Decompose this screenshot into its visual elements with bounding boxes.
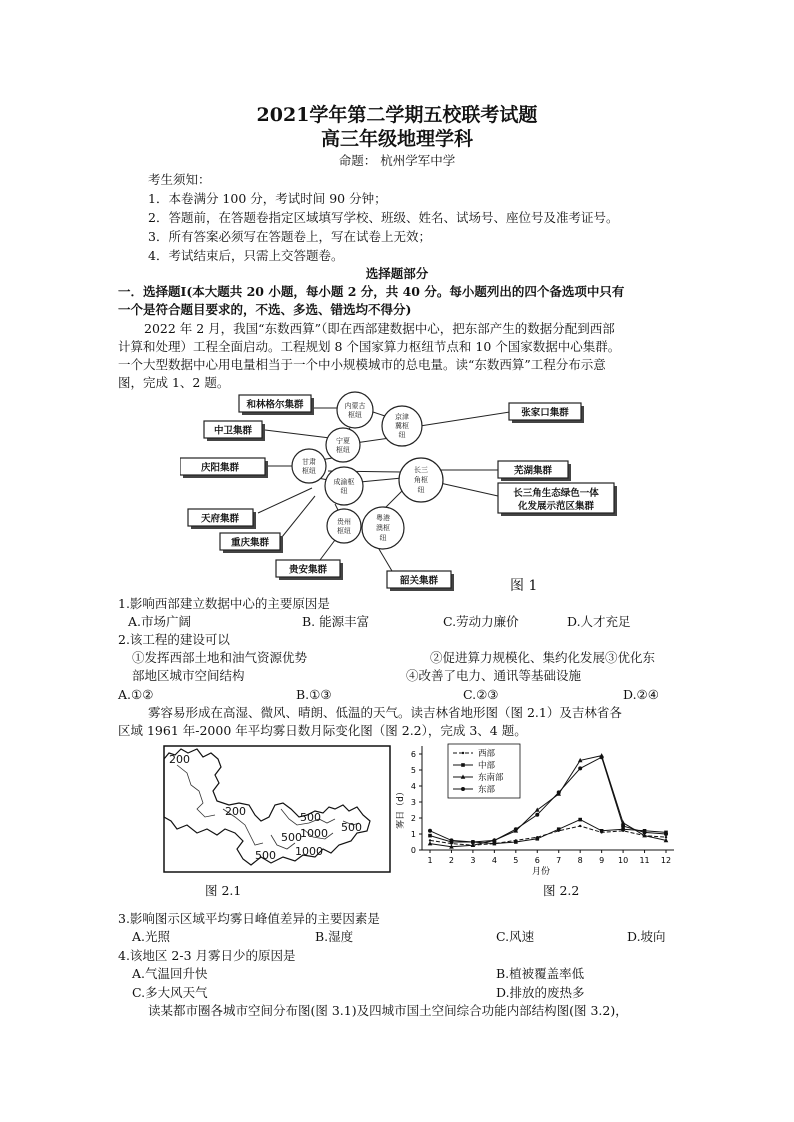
section-heading-cont: 一个是符合题目要求的，不选、多选、错选均不得分) — [118, 302, 412, 317]
data-point — [492, 838, 496, 842]
x-tick-label: 9 — [599, 856, 605, 865]
figure-2-1-map — [163, 745, 391, 873]
question-2-option-d: D.②④ — [623, 687, 659, 702]
cluster-wuhu — [498, 461, 571, 481]
hub-label: 枢纽 — [337, 527, 351, 535]
data-point — [428, 829, 432, 833]
data-point — [643, 830, 647, 834]
question-3-option-c: C.风速 — [496, 929, 535, 944]
hub-label: 宁夏 — [336, 437, 350, 445]
contour-label: 1000 — [300, 827, 328, 840]
data-point — [578, 818, 582, 822]
question-2-item: ④改善了电力、通讯等基础设施 — [406, 668, 582, 683]
intro-paragraph: 计算和处理）工程全面启动。工程规划 8 个国家算力枢纽节点和 10 个国家数据中心集群。 — [118, 339, 621, 354]
figure-1-diagram — [180, 388, 620, 596]
hub-gansu-node — [292, 449, 326, 483]
question-2-option-c: C.②③ — [463, 687, 499, 702]
x-tick-label: 4 — [491, 856, 497, 865]
x-tick-label: 11 — [639, 856, 650, 865]
contour-label: 200 — [225, 805, 246, 818]
hub-label: 贵州 — [337, 518, 351, 526]
figure-2-1-label: 图 2.1 — [205, 883, 242, 898]
question-1-option-d: D.人才充足 — [567, 614, 631, 629]
question-1-stem: 1.影响西部建立数据中心的主要原因是 — [118, 596, 330, 611]
cluster-helingeer — [239, 395, 314, 415]
hub-guizhou-node — [327, 509, 361, 543]
y-tick-label: 5 — [410, 766, 416, 775]
data-point — [449, 838, 453, 842]
x-tick-label: 12 — [660, 856, 672, 865]
data-point — [535, 837, 539, 841]
intro-paragraph: 读某都市圈各城市空间分布图(图 3.1)及四城市国土空间综合功能内部结构图(图 3.2)， — [148, 1003, 628, 1018]
hub-label: 纽 — [340, 487, 348, 495]
x-axis-label: 月份 — [531, 867, 551, 877]
question-2-stem: 2.该工程的建设可以 — [118, 632, 230, 647]
data-point — [514, 827, 518, 831]
svg-text:中卫集群: 中卫集群 — [213, 425, 253, 437]
exam-title: 2021学年第二学期五校联考试题 — [256, 104, 538, 126]
svg-text:天府集群: 天府集群 — [200, 513, 240, 525]
hub-label: 内蒙古 — [344, 402, 366, 410]
data-point — [535, 813, 539, 817]
cluster-zhongwei — [204, 421, 265, 441]
data-point — [557, 790, 561, 794]
question-4-option-d: D.排放的废热多 — [496, 985, 585, 1000]
cluster-tianfu — [188, 509, 256, 529]
part-title: 选择题部分 — [365, 266, 429, 281]
question-2-option-b: B.①③ — [296, 687, 332, 702]
question-3-option-b: B.湿度 — [315, 929, 354, 944]
contour-label: 500 — [281, 831, 302, 844]
data-point — [600, 755, 604, 759]
question-3-option-a: A.光照 — [132, 929, 171, 944]
legend-marker — [462, 752, 464, 754]
y-tick-label: 1 — [410, 830, 416, 839]
hub-label: 纽 — [417, 486, 425, 494]
notice-item: 4．考试结束后，只需上交答题卷。 — [148, 248, 344, 263]
hub-label: 冀枢 — [395, 422, 409, 430]
x-tick-label: 10 — [617, 856, 629, 865]
series-line-2 — [430, 820, 666, 844]
x-tick-label: 1 — [427, 856, 433, 865]
cluster-chongqing — [220, 533, 283, 553]
y-axis-label: 雾日（d） — [396, 787, 406, 829]
contour-label: 200 — [169, 753, 190, 766]
data-point — [600, 829, 604, 833]
cluster-csj-demo — [498, 483, 617, 516]
data-point — [471, 840, 475, 844]
exam-subtitle: 高三年级地理学科 — [320, 128, 473, 150]
svg-text:化发展示范区集群: 化发展示范区集群 — [517, 501, 595, 512]
legend-marker — [461, 763, 465, 767]
question-1-option-c: C.劳动力廉价 — [443, 614, 519, 629]
legend-label: 西部 — [478, 749, 496, 759]
notice-item: 1．本卷满分 100 分，考试时间 90 分钟； — [148, 191, 387, 206]
question-1-option-a: A.市场广阔 — [128, 614, 192, 629]
data-point — [579, 825, 581, 827]
hub-ningxia-node — [326, 428, 360, 462]
x-tick-label: 7 — [556, 856, 562, 865]
map-frame — [164, 746, 390, 872]
x-tick-label: 5 — [513, 856, 519, 865]
svg-text:重庆集群: 重庆集群 — [230, 537, 270, 549]
contour-label: 500 — [300, 811, 321, 824]
y-tick-label: 0 — [410, 846, 416, 855]
question-3-stem: 3.影响图示区域平均雾日峰值差异的主要因素是 — [118, 911, 380, 926]
y-tick-label: 2 — [410, 814, 416, 823]
data-point — [514, 840, 518, 844]
x-tick-label: 6 — [534, 856, 540, 865]
hub-label: 纽 — [398, 431, 406, 439]
intro-paragraph: 区域 1961 年-2000 年平均雾日数月际变化图（图 2.2），完成 3、4 题。 — [118, 723, 527, 738]
figure-1-label: 图 1 — [510, 578, 538, 594]
hub-label: 成渝枢 — [333, 478, 355, 486]
notice-item: 2．答题前，在答题卷指定区域填写学校、班级、姓名、试场号、座位号及准考证号。 — [148, 210, 619, 225]
data-point — [535, 808, 540, 812]
question-4-option-b: B.植被覆盖率低 — [496, 966, 585, 981]
y-tick-label: 4 — [410, 782, 416, 791]
exam-author: 命题： 杭州学军中学 — [338, 153, 456, 168]
intro-paragraph: 2022 年 2 月，我国“东数西算”（即在西部建数据中心，把东部产生的数据分配到西部 — [144, 321, 615, 336]
svg-text:贵安集群: 贵安集群 — [288, 564, 328, 576]
cluster-shaoguan — [387, 571, 454, 591]
data-point — [557, 827, 561, 831]
cluster-qingyang — [180, 458, 268, 478]
hub-label: 枢纽 — [302, 467, 316, 475]
x-tick-label: 2 — [448, 856, 455, 865]
intro-paragraph: 一个大型数据中心用电量相当于一个中小规模城市的总电量。读“东数西算”工程分布示意 — [118, 357, 606, 372]
contour-label: 500 — [255, 849, 276, 862]
legend-label: 东南部 — [478, 773, 504, 783]
notice-heading: 考生须知： — [148, 172, 211, 187]
figure-2-2-chart — [396, 738, 682, 878]
data-point — [428, 834, 432, 838]
svg-text:和林格尔集群: 和林格尔集群 — [246, 399, 304, 411]
svg-text:庆阳集群: 庆阳集群 — [200, 462, 240, 474]
hub-label: 枢纽 — [348, 411, 362, 419]
question-2-item: 部地区城市空间结构 — [132, 668, 245, 683]
question-4-option-a: A.气温回升快 — [132, 966, 208, 981]
contour-label: 500 — [341, 821, 362, 834]
question-1-option-b: B. 能源丰富 — [302, 614, 370, 629]
svg-text:韶关集群: 韶关集群 — [399, 575, 439, 587]
hub-label: 长三 — [414, 466, 428, 474]
legend-label: 中部 — [478, 761, 496, 771]
cluster-guian — [276, 560, 343, 580]
hub-label: 枢纽 — [336, 446, 350, 454]
data-point — [621, 824, 625, 828]
svg-text:张家口集群: 张家口集群 — [521, 407, 569, 419]
question-2-item: ②促进算力规模化、集约化发展③优化东 — [430, 650, 656, 665]
data-point — [664, 832, 668, 836]
legend-label: 东部 — [478, 785, 496, 795]
y-tick-label: 3 — [410, 798, 416, 807]
section-heading: 一．选择题Ⅰ(本大题共 20 小题，每小题 2 分，共 40 分。每小题列出的四个备选项中只有 — [118, 284, 625, 299]
intro-paragraph: 雾容易形成在高湿、微风、晴朗、低温的天气。读吉林省地形图（图 2.1）及吉林省各 — [148, 705, 622, 720]
cluster-zhangjiakou — [509, 403, 584, 423]
data-point — [578, 766, 582, 770]
data-point — [428, 841, 433, 845]
contour-label: 1000 — [295, 845, 323, 858]
hub-label: 角枢 — [414, 476, 428, 484]
hub-label: 澳枢 — [376, 524, 390, 532]
hub-label: 京津 — [395, 413, 409, 421]
question-2-item: ①发挥西部土地和油气资源优势 — [132, 650, 308, 665]
notice-item: 3．所有答案必须写在答题卷上，写在试卷上无效； — [148, 229, 431, 244]
figure-2-2-label: 图 2.2 — [543, 883, 580, 898]
x-tick-label: 8 — [577, 856, 583, 865]
intro-paragraph: 图，完成 1、2 题。 — [118, 375, 230, 390]
hub-label: 甘肃 — [302, 458, 316, 466]
svg-text:芜湖集群: 芜湖集群 — [513, 465, 553, 477]
question-2-option-a: A.①② — [118, 687, 154, 702]
question-4-option-c: C.多大风天气 — [132, 985, 208, 1000]
x-tick-label: 3 — [470, 856, 476, 865]
question-3-option-d: D.坡向 — [627, 929, 666, 944]
hub-chengyu-node — [325, 467, 363, 505]
svg-text:长三角生态绿色一体: 长三角生态绿色一体 — [513, 488, 599, 499]
hub-neimenggu-node — [337, 392, 373, 428]
hub-label: 粤港 — [376, 514, 390, 522]
y-tick-label: 6 — [410, 750, 416, 759]
question-4-stem: 4.该地区 2-3 月雾日少的原因是 — [118, 948, 296, 963]
hub-label: 纽 — [379, 534, 387, 542]
legend-marker — [461, 787, 465, 791]
